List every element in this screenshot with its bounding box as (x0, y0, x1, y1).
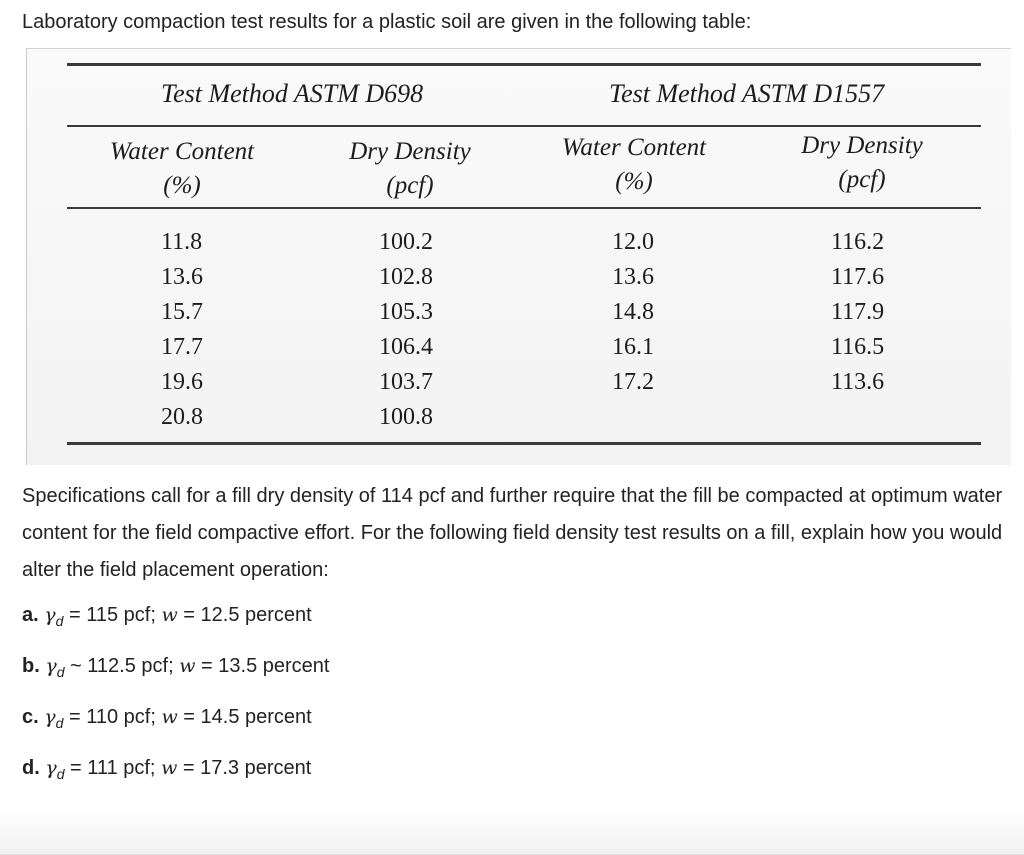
table-cell: 19.6 (161, 369, 203, 395)
water-value: 14.5 percent (200, 706, 312, 728)
table-cell: 13.6 (612, 264, 654, 290)
table-top-rule (67, 63, 981, 66)
table-cell: 103.7 (379, 369, 433, 395)
list-item (22, 751, 329, 802)
col-header-d1557-water (551, 131, 717, 199)
field-test-list (22, 598, 329, 802)
density-value: 110 pcf; (86, 706, 156, 728)
specification-text: Specifications call for a fill dry density of 114 pcf and further require that the fill be compacted at optimum water content for the field compactive effort. For the following field density test results on a fill, explain how you would alter the field placement operation: (22, 485, 1003, 581)
subscript-d: d (56, 664, 65, 680)
gamma-symbol: γ (44, 604, 56, 626)
w-symbol: w (161, 604, 178, 626)
col-title: Water Content (561, 134, 707, 161)
gamma-symbol: γ (44, 706, 56, 728)
col-header-d698-density (335, 135, 485, 203)
table-cell: 17.2 (612, 369, 654, 395)
density-value: 115 pcf; (86, 604, 156, 626)
table-bottom-rule (67, 442, 981, 445)
gamma-symbol: γ (45, 757, 57, 779)
subscript-d: d (55, 715, 64, 731)
table-cell: 102.8 (379, 264, 433, 290)
method-d1557-heading: Test Method ASTM D1557 (609, 79, 885, 108)
table-cell: 116.5 (831, 334, 885, 360)
operator: = (177, 706, 201, 728)
col-title: Dry Density (801, 132, 923, 159)
table-cell: 116.2 (831, 229, 885, 255)
table-cell: 100.2 (379, 229, 433, 255)
w-symbol: w (179, 655, 196, 677)
operator: = (177, 757, 201, 779)
col-title: Water Content (109, 138, 255, 165)
operator: = (64, 757, 88, 779)
table-cell: 11.8 (161, 229, 203, 255)
item-letter: a. (22, 604, 39, 626)
subscript-d: d (55, 613, 64, 629)
density-value: 112.5 pcf; (87, 655, 174, 677)
bottom-bar (0, 810, 1024, 855)
w-symbol: w (161, 757, 178, 779)
water-value: 12.5 percent (200, 604, 312, 626)
col-d1557-water (612, 225, 654, 400)
table-cell: 17.7 (161, 334, 203, 360)
operator: = (63, 604, 87, 626)
col-title: Dry Density (349, 138, 471, 165)
water-value: 13.5 percent (218, 655, 330, 677)
item-letter: c. (22, 706, 39, 728)
col-unit: (%) (163, 172, 201, 199)
subscript-d: d (56, 766, 65, 782)
water-value: 17.3 percent (200, 757, 312, 779)
table-cell: 16.1 (612, 334, 654, 360)
table-cell: 20.8 (161, 404, 203, 430)
item-letter: d. (22, 757, 40, 779)
table-cell: 100.8 (379, 404, 433, 430)
method-d698-heading: Test Method ASTM D698 (161, 79, 424, 108)
table-cell: 117.9 (831, 299, 885, 325)
operator: ~ (64, 655, 88, 677)
item-letter: b. (22, 655, 40, 677)
intro-text: Laboratory compaction test results for a plastic soil are given in the following table: (22, 11, 752, 33)
col-d1557-density (831, 225, 884, 400)
operator: = (63, 706, 87, 728)
table-cell: 15.7 (161, 299, 203, 325)
col-unit: (%) (615, 168, 653, 195)
list-item (22, 649, 329, 700)
compaction-table (26, 48, 1011, 465)
gamma-symbol: γ (45, 655, 57, 677)
operator: = (177, 604, 201, 626)
table-cell: 12.0 (612, 229, 654, 255)
table-header-rule (67, 207, 981, 209)
col-unit: (pcf) (838, 166, 886, 193)
col-unit: (pcf) (386, 172, 434, 199)
w-symbol: w (161, 706, 178, 728)
table-cell: 14.8 (612, 299, 654, 325)
table-cell: 105.3 (379, 299, 433, 325)
col-header-d1557-density (787, 129, 937, 197)
table-cell: 13.6 (161, 264, 203, 290)
table-cell: 113.6 (831, 369, 885, 395)
col-d698-density (379, 225, 433, 435)
table-mid-rule (67, 125, 981, 127)
list-item (22, 598, 329, 649)
operator: = (195, 655, 219, 677)
col-header-d698-water (99, 135, 265, 203)
table-cell: 106.4 (379, 334, 433, 360)
table-cell: 117.6 (831, 264, 885, 290)
list-item (22, 700, 329, 751)
density-value: 111 pcf; (87, 757, 156, 779)
col-d698-water (161, 225, 203, 435)
